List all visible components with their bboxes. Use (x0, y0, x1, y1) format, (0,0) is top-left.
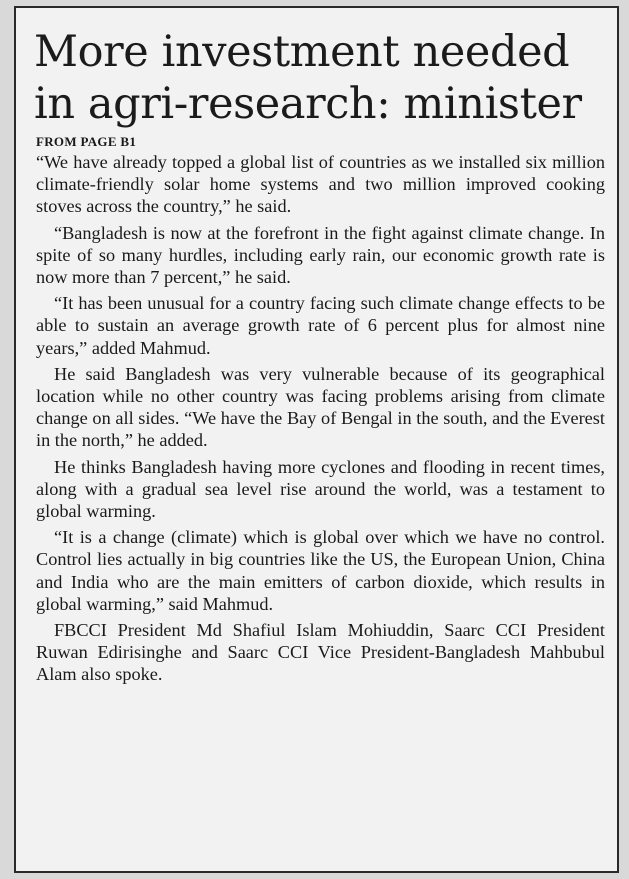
paragraph: He thinks Bangladesh having more cyclones and flooding in recent times, along with a gradual sea level rise around the world, was a testament to global warming. (36, 456, 605, 522)
paragraph: “We have already topped a global list of countries as we installed six million climate-friendly solar home systems and two million improved cooking stoves across the country,” he said. (36, 152, 605, 217)
article-body (36, 151, 605, 686)
paragraph: “It is a change (climate) which is global over which we have no control. Control lies actually in big countries like the US, the European Union, China and India who are the main emitters of carbon dioxide, which results in global warming,” said Mahmud. (36, 527, 605, 614)
paragraph: He said Bangladesh was very vulnerable because of its geographical location while no other country was facing problems arising from climate change on all sides. “We have the Bay of Bengal in the south, and the Everest in the north,” he added. (36, 363, 605, 451)
top-rule (16, 6, 617, 8)
newspaper-clipping (14, 6, 619, 873)
paragraph: “Bangladesh is now at the forefront in the fight against climate change. In spite of so many hurdles, including early rain, our economic growth rate is now more than 7 percent,” he said. (36, 222, 605, 288)
paragraph: FBCCI President Md Shafiul Islam Mohiuddin, Saarc CCI President Ruwan Edirisinghe and Saarc CCI Vice President-Bangladesh Mahbubul Alam also spoke. (36, 620, 605, 685)
headline: More investment needed in agri-research: minister (34, 27, 582, 129)
paragraph: “It has been unusual for a country facing such climate change effects to be able to sustain an average growth rate of 6 percent plus for almost nine years,” added Mahmud. (36, 293, 605, 358)
continued-from-label: FROM PAGE B1 (36, 134, 137, 149)
